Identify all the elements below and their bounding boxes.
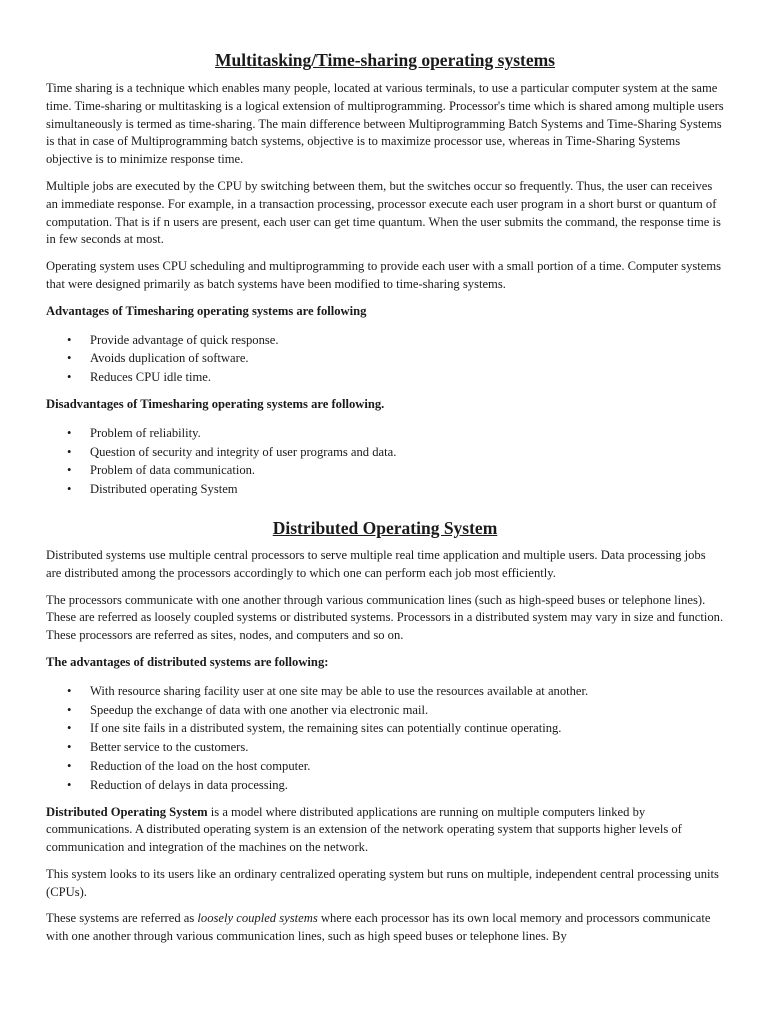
heading-timesharing-disadvantages: Disadvantages of Timesharing operating systems are following. — [46, 396, 385, 411]
paragraph-text: is a model where distributed applications are running on multiple computers linked by communications. A distributed operating system is an extension of the network operating system that supports higher levels of communication and integration of the machines on the network. — [46, 804, 682, 855]
list-item: • If one site fails in a distributed system, the remaining sites can potentially continue operating. — [90, 719, 724, 738]
list-timesharing-advantages — [46, 331, 724, 387]
heading-timesharing-advantages: Advantages of Timesharing operating systems are following — [46, 303, 367, 318]
paragraph-text: where each processor has its own local memory and processors communicate with one another through various communication lines, such as high speed buses or telephone lines. By — [46, 911, 711, 944]
list-timesharing-disadvantages — [46, 424, 724, 499]
list-item: • Reduction of the load on the host computer. — [90, 757, 724, 776]
paragraph-distributed-loose — [46, 910, 724, 946]
list-item: • Avoids duplication of software. — [90, 349, 724, 368]
list-item: • Better service to the customers. — [90, 738, 724, 757]
list-item: • With resource sharing facility user at one site may be able to use the resources available at another. — [90, 682, 724, 701]
paragraph-timesharing-jobs: Multiple jobs are executed by the CPU by switching between them, but the switches occur so frequently. Thus, the user can receives an immediate response. For example, in a transaction processing, processor execute each user program in a short burst or quantum of computation. That is if n users are present, each user can get time quantum. When the user submits the command, the response time is in few seconds at most. — [46, 178, 721, 247]
list-item: • Question of security and integrity of user programs and data. — [90, 443, 724, 462]
list-item: • Reduction of delays in data processing. — [90, 776, 724, 795]
heading-distributed-advantages: The advantages of distributed systems are following: — [46, 654, 329, 669]
paragraph-timesharing-scheduling: Operating system uses CPU scheduling and multiprogramming to provide each user with a small portion of a time. Computer systems that were designed primarily as batch systems have been modified to time-sharing systems. — [46, 259, 722, 291]
list-item: • Reduces CPU idle time. — [90, 368, 724, 387]
list-item: • Provide advantage of quick response. — [90, 331, 724, 350]
italic-term: loosely coupled systems — [197, 911, 318, 926]
paragraph-distributed-model — [46, 804, 724, 857]
bold-term: Distributed Operating System — [46, 804, 208, 819]
paragraph-text: These systems are referred as — [46, 911, 198, 926]
list-distributed-advantages — [46, 682, 724, 795]
list-item: • Problem of reliability. — [90, 424, 724, 443]
section-title-timesharing: Multitasking/Time-sharing operating systems — [215, 50, 555, 70]
paragraph-timesharing-intro: Time sharing is a technique which enables many people, located at various terminals, to use a particular computer system at the same time. Time-sharing or multitasking is a logical extension of multiprogramming. Processor's time which is shared among multiple users simultaneously is termed as time-sharing. The main difference between Multiprogramming Batch Systems and Time-Sharing Systems is that in case of Multiprogramming batch systems, objective is to maximize processor use, whereas in Time-Sharing Systems objective is to minimize response time. — [46, 81, 724, 167]
list-item: • Problem of data communication. — [90, 461, 724, 480]
paragraph-distributed-processors: The processors communicate with one another through various communication lines (such as high-speed buses or telephone lines). These are referred as loosely coupled systems or distributed systems. Processors in a distributed system may vary in size and function. These processors are referred as sites, nodes, and computers and so on. — [46, 592, 724, 643]
paragraph-distributed-intro: Distributed systems use multiple central processors to serve multiple real time application and multiple users. Data processing jobs are distributed among the processors accordingly to which one can perform each job most efficiently. — [46, 547, 706, 580]
list-item: • Distributed operating System — [90, 480, 724, 499]
paragraph-distributed-users: This system looks to its users like an ordinary centralized operating system but runs on multiple, independent central processing units (CPUs). — [46, 866, 719, 899]
section-title-distributed: Distributed Operating System — [272, 517, 498, 538]
list-item: • Speedup the exchange of data with one another via electronic mail. — [90, 701, 724, 720]
